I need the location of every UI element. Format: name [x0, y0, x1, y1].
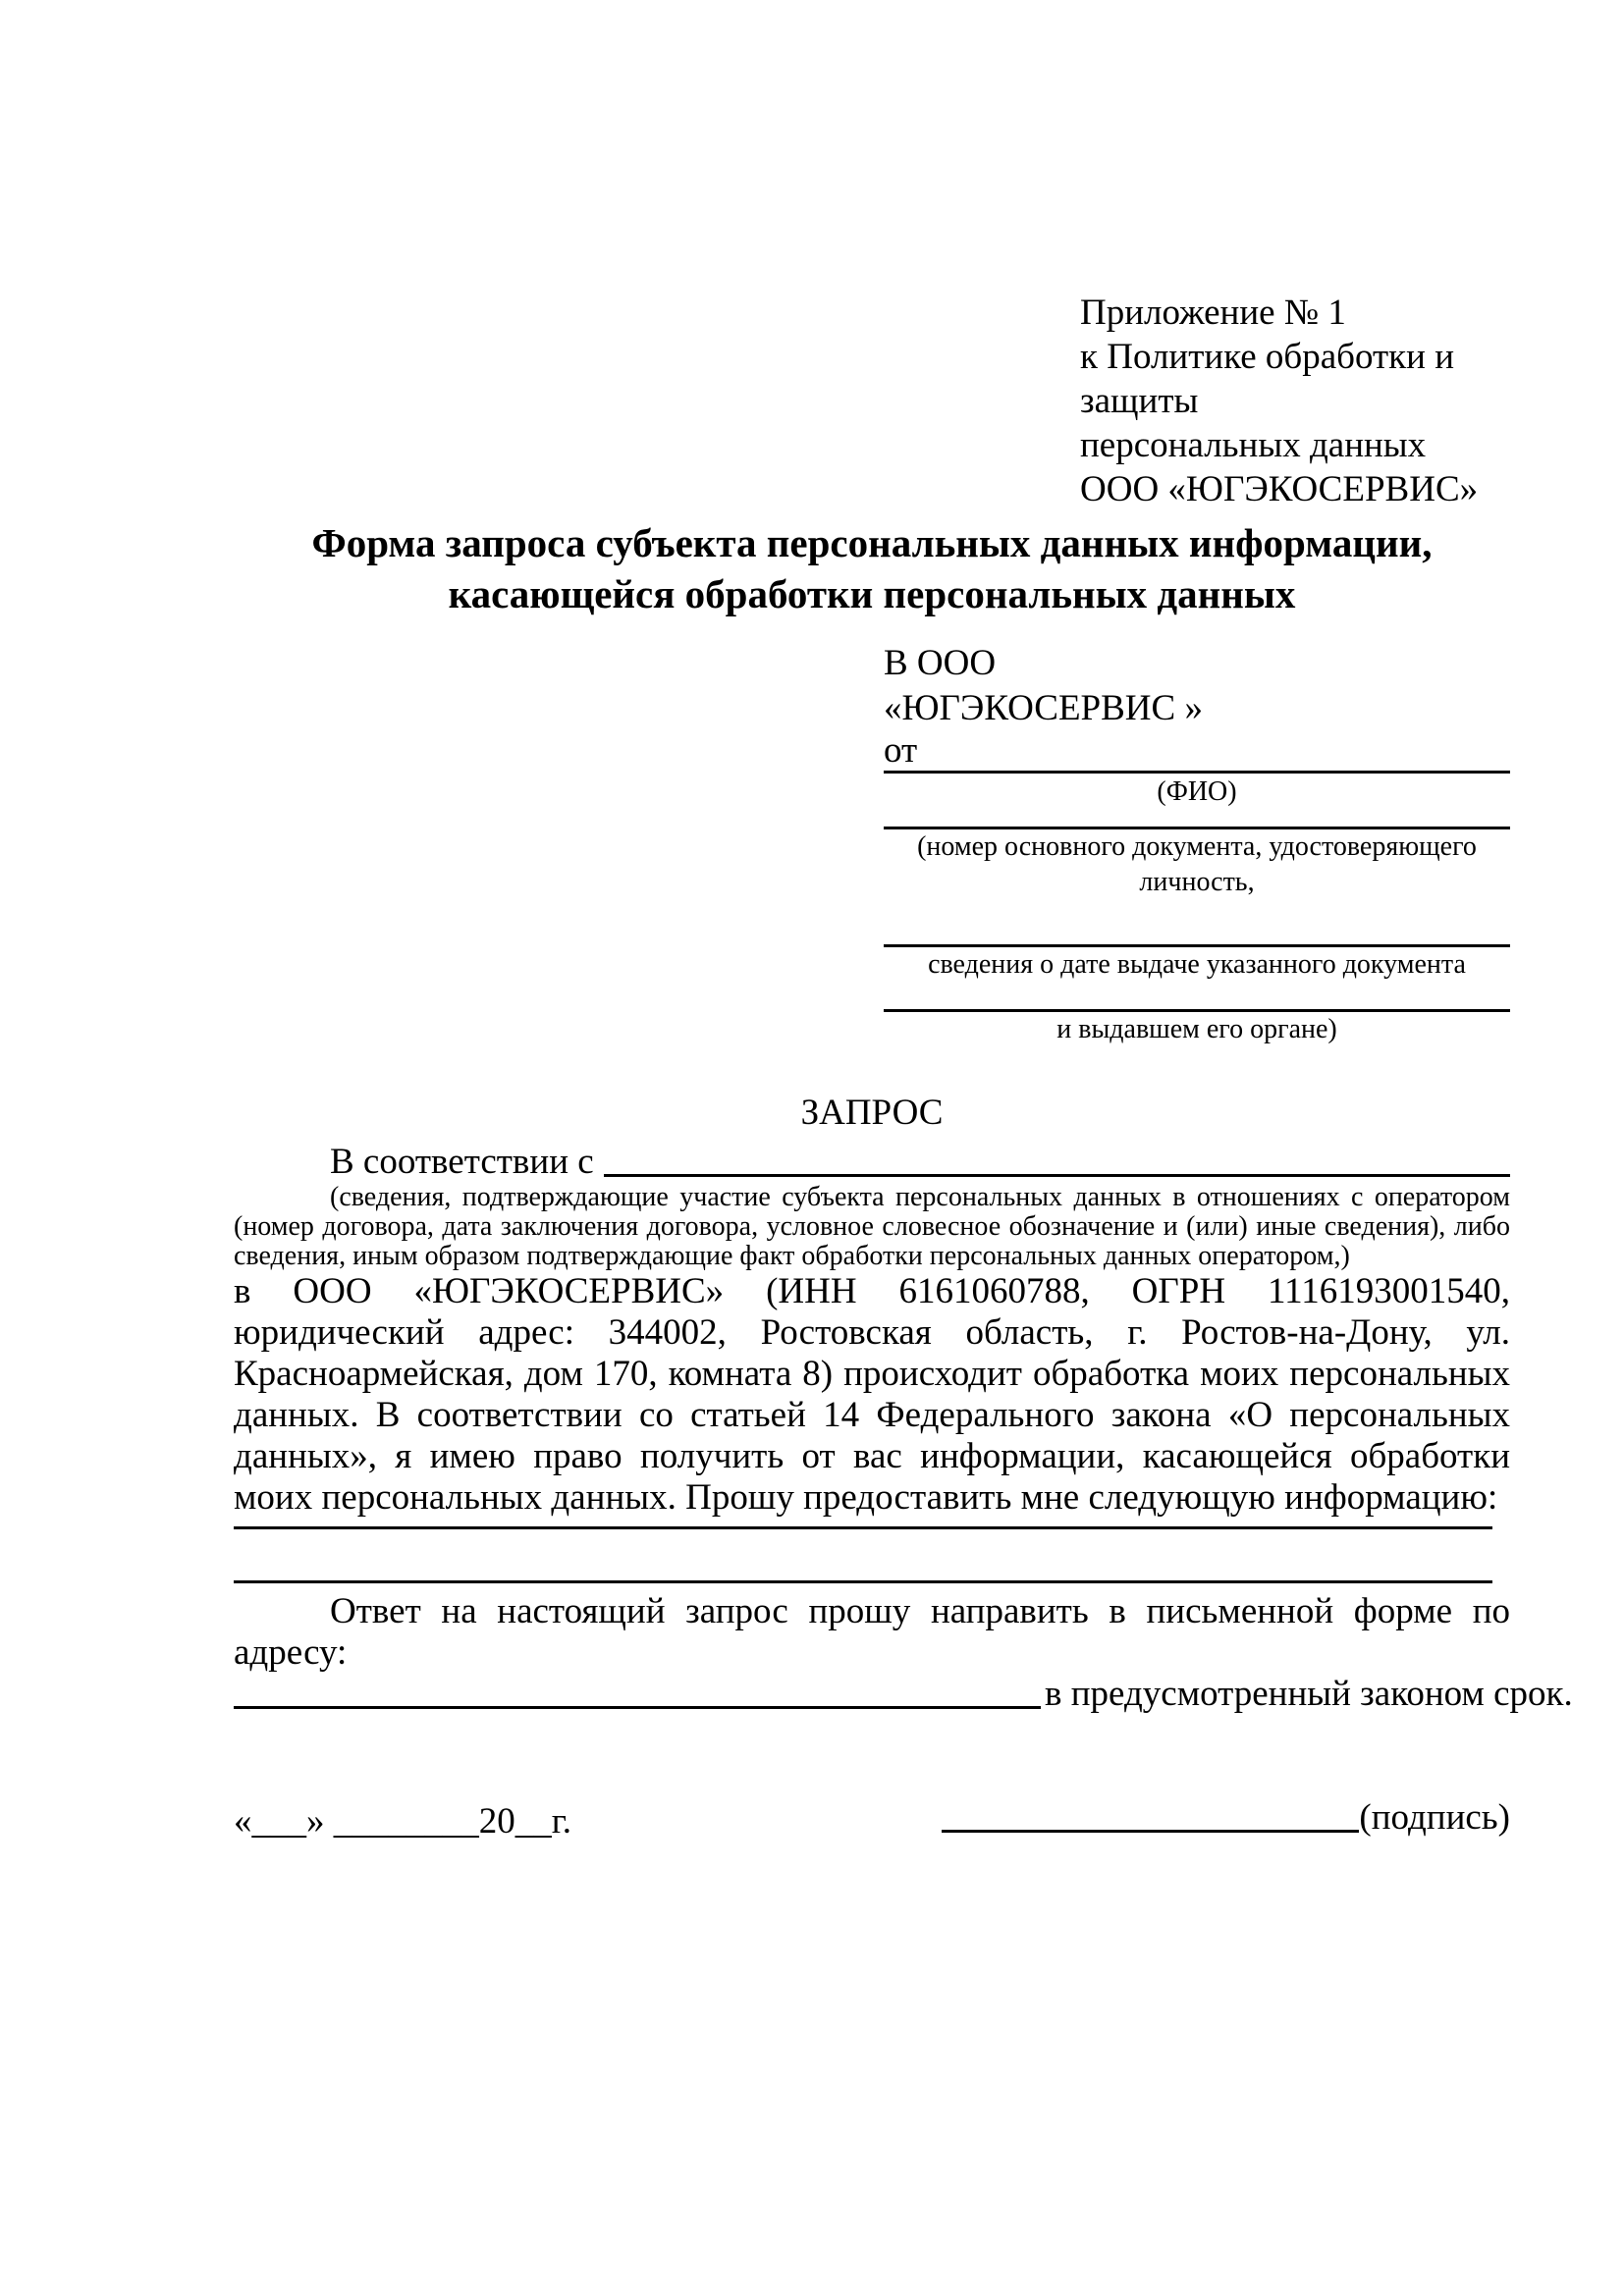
address-fill-line: [234, 1674, 1041, 1709]
org-name-line-1: В ООО: [884, 643, 997, 683]
appendix-block: [1080, 291, 1510, 511]
appendix-line: к Политике обработки и защиты: [1080, 337, 1455, 421]
intro-fill-line: [604, 1142, 1510, 1177]
doc-issuer-caption: и выдавшем его органе): [1056, 1014, 1337, 1044]
footer-row: [234, 1797, 1510, 1842]
doc-number-caption: (номер основного документа, удостоверяющего личность,: [917, 831, 1477, 897]
fio-caption: (ФИО): [1157, 776, 1237, 807]
appendix-line: ООО «ЮГЭКОСЕРВИС»: [1080, 469, 1479, 509]
request-heading: ЗАПРОС: [800, 1093, 944, 1133]
blank-fill-line-2: [234, 1580, 1492, 1583]
appendix-line: Приложение № 1: [1080, 293, 1346, 333]
blank-fill-line-1: [234, 1526, 1492, 1529]
answer-suffix-text: в предусмотренный законом срок.: [1045, 1674, 1573, 1714]
date-line: «___» ________20__г.: [234, 1801, 572, 1842]
answer-paragraph: Ответ на настоящий запрос прошу направить в письменной форме по адресу:: [234, 1591, 1510, 1673]
intro-line: [234, 1142, 1510, 1183]
answer-address-line: [234, 1674, 1573, 1715]
intro-prefix-text: В соответствии с: [330, 1142, 594, 1182]
title-line: касающейся обработки персональных данных: [448, 571, 1296, 616]
document-title: [234, 517, 1510, 619]
org-name-line-2: «ЮГЭКОСЕРВИС »: [884, 688, 1203, 728]
note-text: (сведения, подтверждающие участие субъекта персональных данных в отношениях с оператором (номер договора, дата заключения договора, условное словесное обозначение и (или) иные сведения), либо сведения, иным образом подтверждающие факт обработки персональных данных оператором,): [234, 1182, 1510, 1271]
appendix-line: персональных данных: [1080, 425, 1427, 465]
signature-caption: (подпись): [1359, 1797, 1510, 1838]
signature-fill-line: [942, 1830, 1359, 1833]
addressee-block: [884, 641, 1510, 1047]
signature-block: [942, 1797, 1510, 1839]
title-line: Форма запроса субъекта персональных данных информации,: [311, 520, 1433, 565]
body-paragraph: в ООО «ЮГЭКОСЕРВИС» (ИНН 6161060788, ОГРН 1116193001540, юридический адрес: 344002, Ростовская область, г. Ростов-на-Дону, ул. Красноармейская, дом 170, комната 8) происходит обработка моих персональных данных. В соответствии со статьей 14 Федерального закона «О персональных данных», я имею право получить от вас информации, касающейся обработки моих персональных данных. Прошу предоставить мне следующую информацию:: [234, 1271, 1510, 1518]
from-label: от: [884, 730, 918, 771]
doc-date-caption: сведения о дате выдаче указанного документа: [928, 949, 1466, 980]
